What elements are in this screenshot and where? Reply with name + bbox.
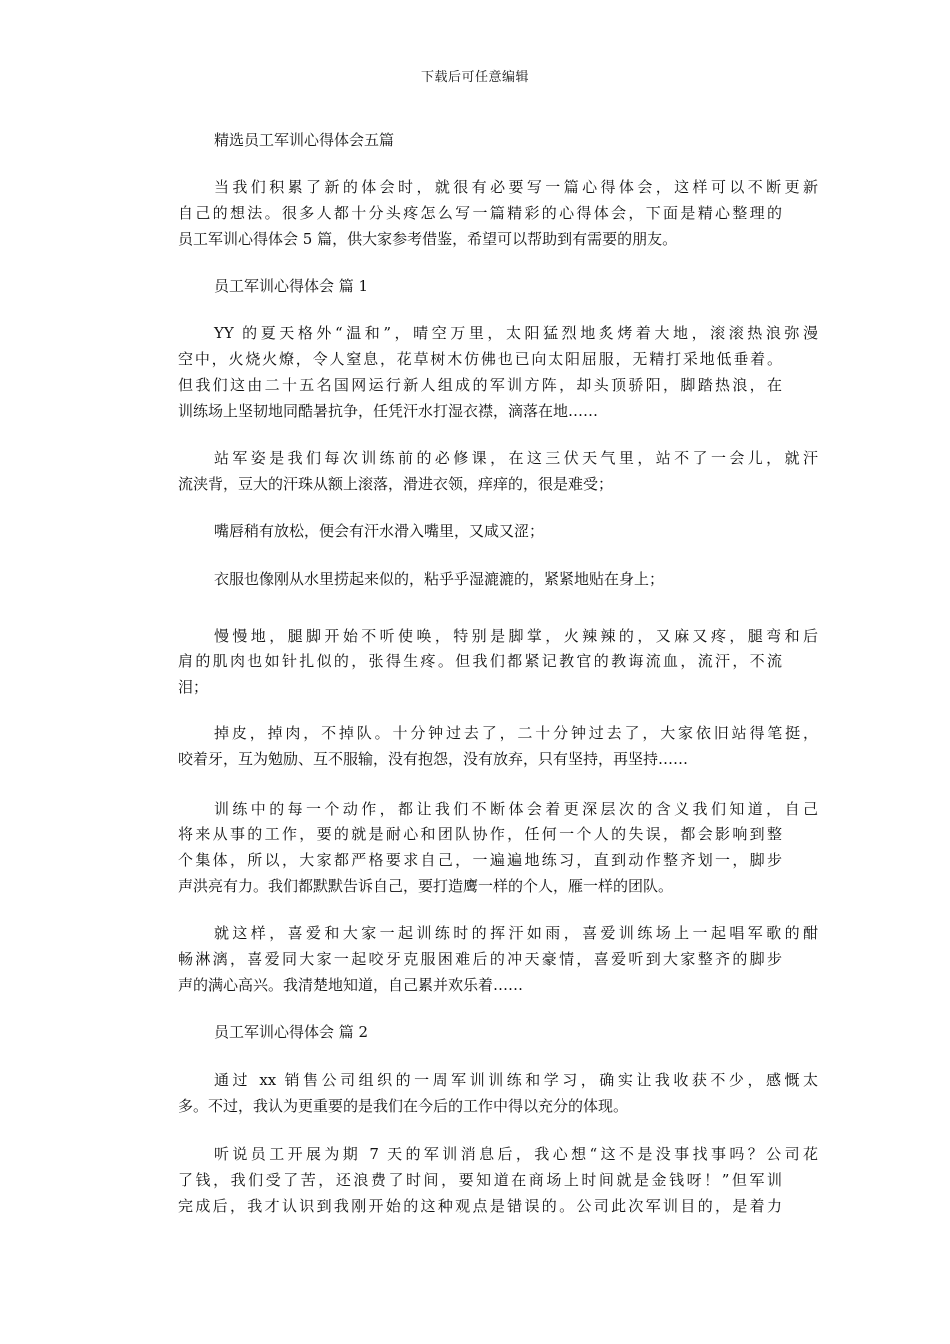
para10-line-2: 了钱，我们受了苦，还浪费了时间，要知道在商场上时间就是金钱呀！”但军训: [178, 1171, 782, 1189]
para6-line-1: 掉皮，掉肉，不掉队。十分钟过去了，二十分钟过去了，大家依旧站得笔挺，: [214, 724, 818, 742]
para7-line-2: 将来从事的工作，要的就是耐心和团队协作，任何一个人的失误，都会影响到整: [178, 825, 782, 843]
para5-line-3: 泪；: [178, 678, 209, 696]
para1-line-3: 但我们这由二十五名国网运行新人组成的军训方阵，却头顶骄阳，脚踏热浪，在: [178, 376, 782, 394]
para2-line-1: 站军姿是我们每次训练前的必修课，在这三伏天气里，站不了一会儿，就汗: [214, 449, 818, 467]
para7-line-3: 个集体，所以，大家都严格要求自己，一遍遍地练习，直到动作整齐划一，脚步: [178, 851, 782, 869]
header-note: 下载后可任意编辑: [420, 70, 529, 85]
para9-line-2: 多。不过，我认为更重要的是我们在今后的工作中得以充分的体现。: [178, 1097, 629, 1115]
para4-line-1: 衣服也像刚从水里捞起来似的，粘乎乎湿漉漉的，紧紧地贴在身上；: [214, 570, 665, 588]
para7-line-1: 训练中的每一个动作，都让我们不断体会着更深层次的含义我们知道，自己: [214, 800, 818, 818]
section-heading-1: 员工军训心得体会 篇 1: [214, 277, 369, 295]
intro-line-1: 当我们积累了新的体会时，就很有必要写一篇心得体会，这样可以不断更新: [214, 178, 818, 196]
intro-line-3: 员工军训心得体会 5 篇，供大家参考借鉴，希望可以帮助到有需要的朋友。: [178, 230, 678, 248]
para5-line-2: 肩的肌肉也如针扎似的，张得生疼。但我们都紧记教官的教诲流血，流汗，不流: [178, 652, 782, 670]
para8-line-1: 就这样，喜爱和大家一起训练时的挥汗如雨，喜爱训练场上一起唱军歌的酣: [214, 924, 818, 942]
para7-line-4: 声洪亮有力。我们都默默告诉自己，要打造鹰一样的个人，雁一样的团队。: [178, 877, 674, 895]
para1-line-1: YY 的夏天格外“温和”，晴空万里，太阳猛烈地炙烤着大地，滚滚热浪弥漫: [214, 324, 818, 342]
para9-line-1: 通过 xx 销售公司组织的一周军训训练和学习，确实让我收获不少，感慨太: [214, 1071, 818, 1089]
para10-line-3: 完成后，我才认识到我刚开始的这种观点是错误的。公司此次军训目的，是着力: [178, 1197, 782, 1215]
para8-line-2: 畅淋漓，喜爱同大家一起咬牙克服困难后的冲天豪情，喜爱听到大家整齐的脚步: [178, 950, 782, 968]
para10-line-1: 听说员工开展为期 7 天的军训消息后，我心想“这不是没事找事吗？公司花: [214, 1145, 818, 1163]
para1-line-4: 训练场上坚韧地同酷暑抗争，任凭汗水打湿衣襟，滴落在地……: [178, 402, 599, 420]
para2-line-2: 流浃背，豆大的汗珠从额上滚落，滑进衣领，痒痒的，很是难受；: [178, 475, 614, 493]
para8-line-3: 声的满心高兴。我清楚地知道，自己累并欢乐着……: [178, 976, 524, 994]
para1-line-2: 空中，火烧火燎，令人窒息，花草树木仿佛也已向太阳屈服，无精打采地低垂着。: [178, 350, 782, 368]
para3-line-1: 嘴唇稍有放松，便会有汗水滑入嘴里，又咸又涩；: [214, 522, 545, 540]
para6-line-2: 咬着牙，互为勉励、互不服输，没有抱怨，没有放弃，只有坚持，再坚持……: [178, 750, 689, 768]
para5-line-1: 慢慢地，腿脚开始不听使唤，特别是脚掌，火辣辣的，又麻又疼，腿弯和后: [214, 627, 818, 645]
intro-line-2: 自己的想法。很多人都十分头疼怎么写一篇精彩的心得体会，下面是精心整理的: [178, 204, 782, 222]
section-heading-2: 员工军训心得体会 篇 2: [214, 1023, 369, 1041]
document-title: 精选员工军训心得体会五篇: [214, 131, 395, 149]
